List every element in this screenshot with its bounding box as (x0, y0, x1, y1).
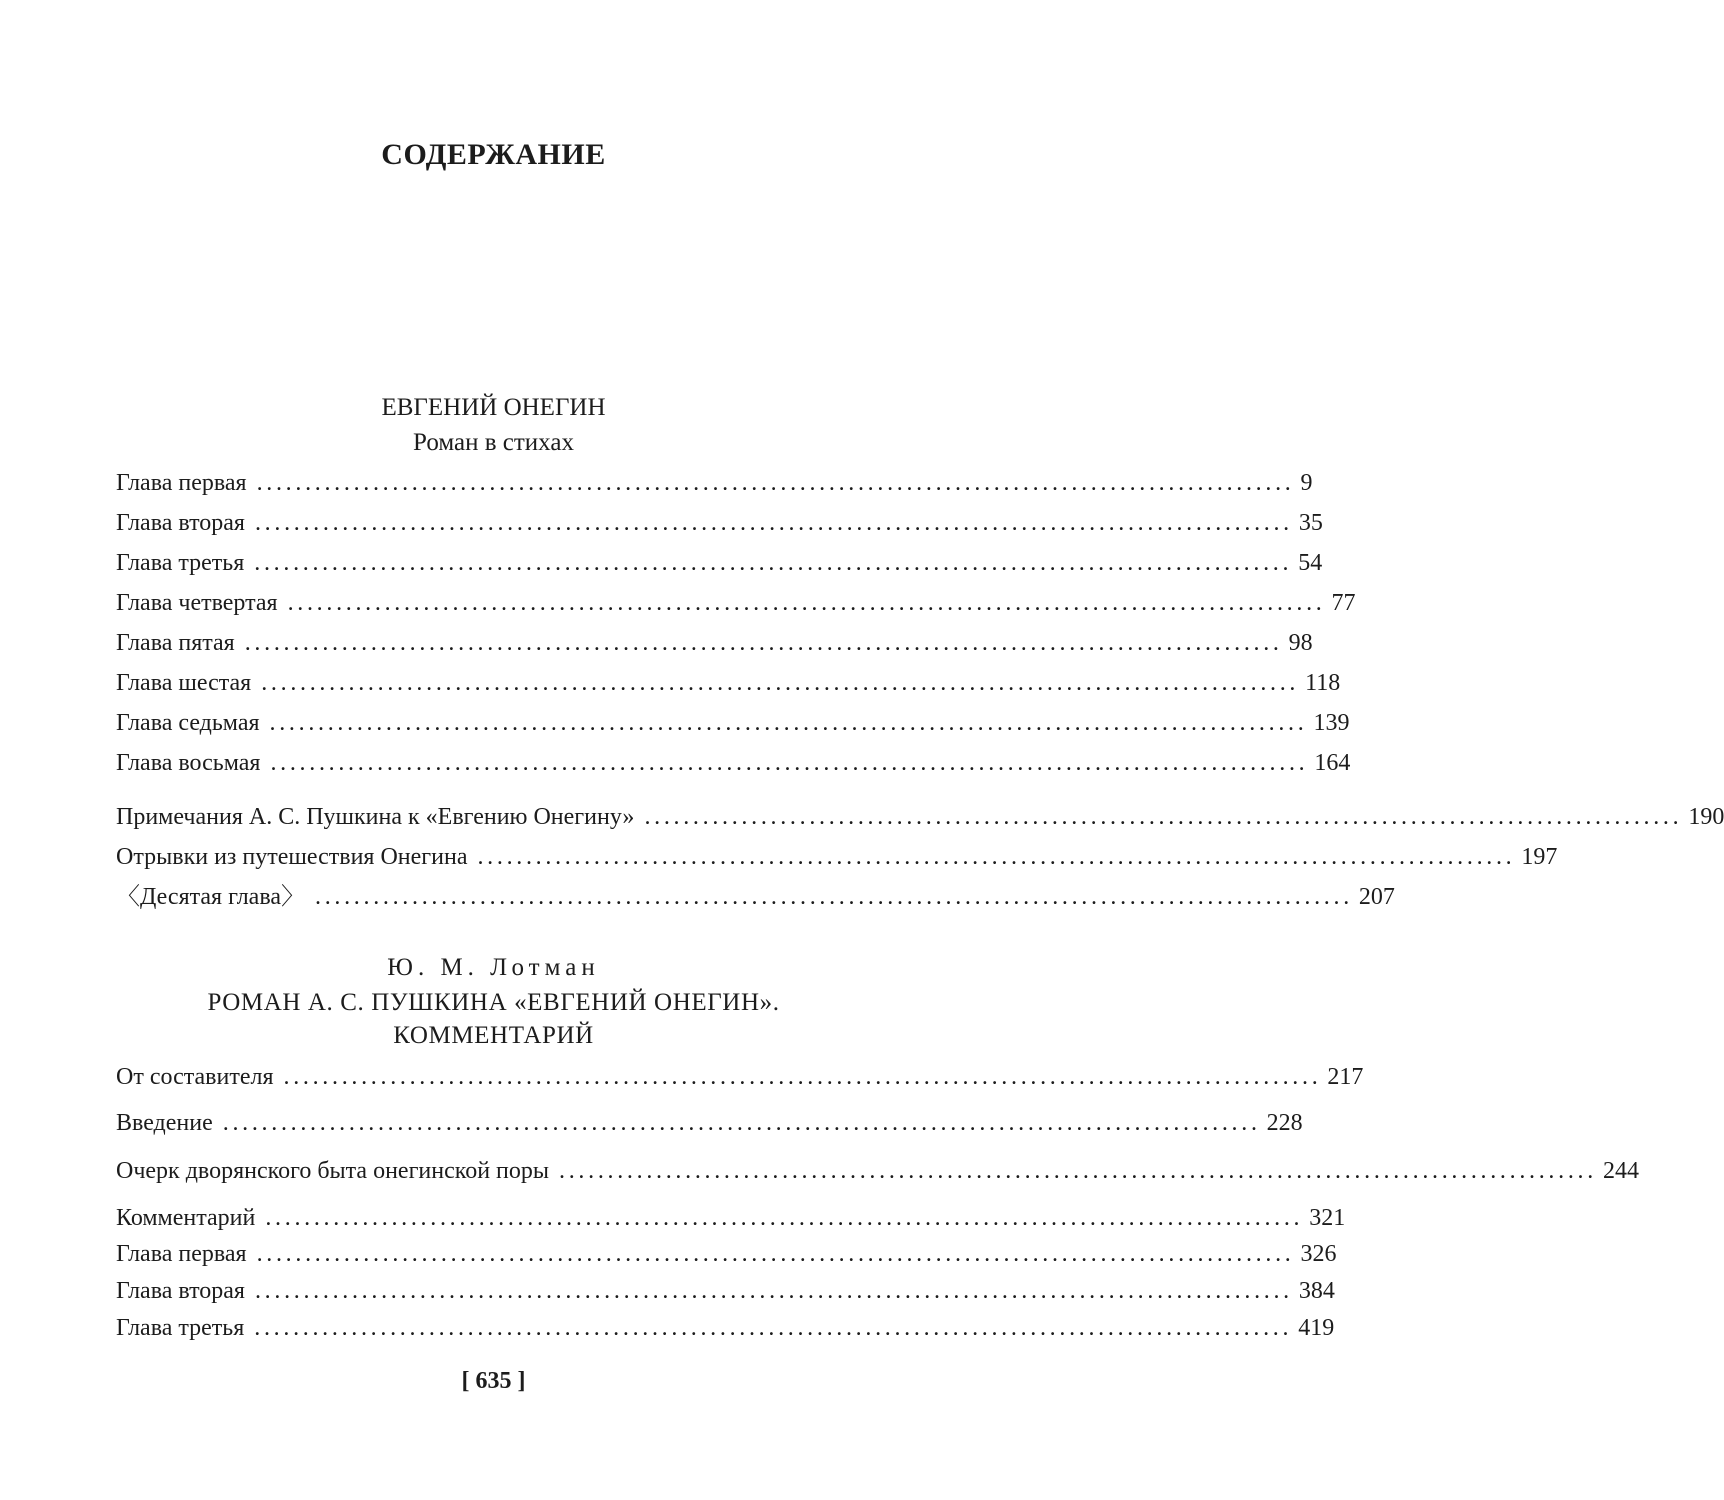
toc-entry-page: 321 (1309, 1205, 1346, 1231)
toc-entry (116, 627, 1313, 659)
toc-entry-page: 77 (1331, 590, 1356, 616)
toc-leader-dots: ........................................................................................................... (287, 590, 1326, 616)
toc-entry-page: 139 (1313, 710, 1350, 736)
toc-entry (116, 841, 1558, 873)
part1-subheading: Роман в стихах (413, 429, 574, 456)
page-number: [ 635 ] (461, 1368, 526, 1394)
toc-entry-page: 384 (1298, 1278, 1335, 1304)
toc-leader-dots: ........................................................................................................... (254, 1315, 1293, 1341)
toc-leader-dots: ........................................................................................................... (644, 804, 1683, 830)
toc-entry (116, 1061, 1364, 1093)
toc-entry-title: Глава вторая (116, 510, 245, 536)
toc-leader-dots: ........................................................................................................... (256, 1241, 1295, 1267)
toc-entry-page: 190 (1688, 804, 1724, 830)
toc-leader-dots: ........................................................................................................... (254, 510, 1293, 536)
toc-entry (116, 747, 1351, 779)
toc-leader-dots: ........................................................................................................... (261, 670, 1300, 696)
toc-entry-title: Глава шестая (116, 670, 252, 696)
toc-entry-page: 35 (1298, 510, 1323, 536)
toc-entry-page: 197 (1521, 844, 1558, 870)
toc-entry-page: 228 (1266, 1110, 1303, 1136)
toc-entry (116, 1155, 1639, 1187)
part1-heading: ЕВГЕНИЙ ОНЕГИН (381, 394, 606, 421)
toc-leader-dots: ........................................................................................................... (254, 1278, 1293, 1304)
toc-entry-title: 〈Десятая глава〉 (116, 884, 305, 910)
part2-heading-line2: КОММЕНТАРИЙ (393, 1022, 594, 1049)
toc-entry (116, 587, 1356, 619)
toc-entry-page: 217 (1327, 1064, 1364, 1090)
toc-entry (116, 707, 1350, 739)
toc-leader-dots: ........................................................................................................... (222, 1110, 1261, 1136)
toc-entry-title: Комментарий (116, 1205, 256, 1231)
toc-entry-title: Очерк дворянского быта онегинской поры (116, 1158, 550, 1184)
toc-entry-title: Примечания А. С. Пушкина к «Евгению Онегину» (116, 804, 635, 830)
toc-leader-dots: ........................................................................................................... (254, 550, 1293, 576)
toc-entry (116, 547, 1323, 579)
toc-entry-page: 9 (1300, 470, 1313, 496)
part2-author: Ю. М. Лотман (387, 954, 600, 981)
toc-leader-dots: ........................................................................................................... (265, 1205, 1304, 1231)
toc-leader-dots: ........................................................................................................... (315, 884, 1353, 910)
toc-entry (116, 1275, 1335, 1307)
toc-entry-page: 118 (1305, 670, 1341, 696)
toc-entry-title: Глава третья (116, 1315, 245, 1341)
toc-entry-page: 326 (1300, 1241, 1337, 1267)
toc-leader-dots: ........................................................................................................... (269, 710, 1308, 736)
toc-leader-dots: ........................................................................................................... (256, 470, 1295, 496)
toc-leader-dots: ........................................................................................................... (270, 750, 1309, 776)
toc-leader-dots: ........................................................................................................... (283, 1064, 1322, 1090)
toc-entry-title: Глава восьмая (116, 750, 261, 776)
toc-entry (116, 801, 1724, 833)
toc-entry-title: Отрывки из путешествия Онегина (116, 844, 468, 870)
toc-entry-title: Глава первая (116, 1241, 247, 1267)
toc-entry (116, 1202, 1346, 1234)
toc-entry-title: Глава третья (116, 550, 245, 576)
toc-entry-title: От составителя (116, 1064, 274, 1090)
toc-entry-page: 54 (1298, 550, 1323, 576)
toc-entry-title: Глава пятая (116, 630, 235, 656)
toc-entry-page: 164 (1314, 750, 1351, 776)
toc-entry-page: 419 (1298, 1315, 1335, 1341)
toc-entry (116, 1107, 1303, 1139)
toc-entry-page: 207 (1358, 884, 1395, 910)
toc-entry-page: 244 (1602, 1158, 1639, 1184)
toc-entry-title: Глава первая (116, 470, 247, 496)
toc-entry (116, 507, 1323, 539)
toc-entry (116, 881, 1395, 913)
toc-entry-title: Глава четвертая (116, 590, 278, 616)
page-title: СОДЕРЖАНИЕ (381, 138, 606, 171)
part2-heading-line1: РОМАН А. С. ПУШКИНА «ЕВГЕНИЙ ОНЕГИН». (207, 989, 780, 1016)
toc-entry-page: 98 (1288, 630, 1313, 656)
toc-entry (116, 1312, 1335, 1344)
toc-entry-title: Глава вторая (116, 1278, 245, 1304)
toc-entry-title: Глава седьмая (116, 710, 260, 736)
toc-leader-dots: ........................................................................................................... (559, 1158, 1597, 1184)
toc-leader-dots: ........................................................................................................... (477, 844, 1516, 870)
toc-entry-title: Введение (116, 1110, 213, 1136)
toc-entry (116, 467, 1313, 499)
toc-entry (116, 667, 1341, 699)
toc-leader-dots: ........................................................................................................... (244, 630, 1283, 656)
toc-entry (116, 1238, 1337, 1270)
